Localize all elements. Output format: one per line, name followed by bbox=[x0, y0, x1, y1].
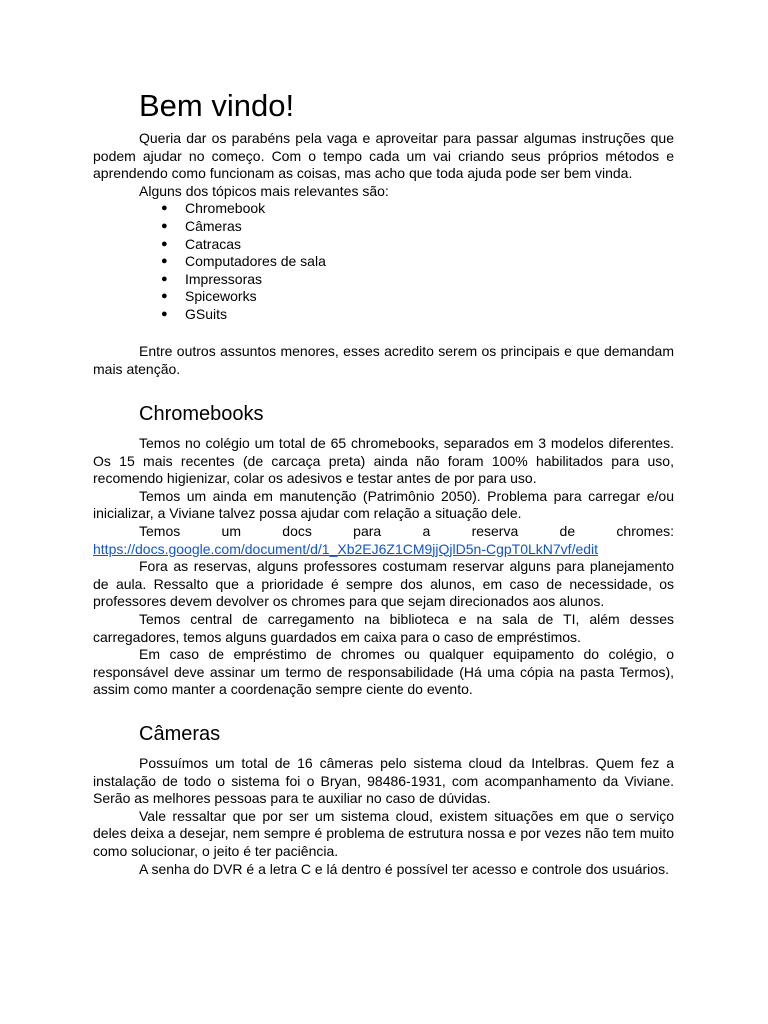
topics-intro-paragraph: Alguns dos tópicos mais relevantes são: bbox=[139, 182, 389, 199]
list-item bbox=[93, 288, 674, 306]
list-item-label: Computadores de sala bbox=[185, 253, 326, 270]
bullet-icon: ● bbox=[161, 219, 168, 232]
bullet-icon: ● bbox=[161, 272, 168, 285]
page-title: Bem vindo! bbox=[139, 88, 295, 123]
bullet-icon: ● bbox=[161, 307, 168, 320]
list-item bbox=[93, 200, 674, 218]
cameras-paragraph-1: Possuímos um total de 16 câmeras pelo sistema cloud da Intelbras. Quem fez a instalação de todo o sistema foi o Bryan, 98486-1931, com acompanhamento da Viviane. Serão as melhores pessoas para te auxiliar no caso de dúvidas. bbox=[93, 755, 674, 807]
link-line bbox=[93, 541, 674, 559]
list-item-label: Impressoras bbox=[185, 270, 263, 287]
intro-paragraph: Queria dar os parabéns pela vaga e aproveitar para passar algumas instruções que podem ajudar no começo. Com o tempo cada um vai criando seus próprios métodos e aprendendo como funcionam as coisas, mas acho que toda ajuda pode ser bem vinda. bbox=[93, 130, 674, 182]
list-item bbox=[93, 271, 674, 289]
bullet-icon: ● bbox=[161, 237, 168, 250]
cameras-section bbox=[93, 722, 674, 878]
list-item-label: Chromebook bbox=[185, 200, 266, 217]
chromebooks-paragraph-2: Temos um ainda em manutenção (Patrimônio 2050). Problema para carregar e/ou inicializar, a Viviane talvez possa ajudar com relação a situação dele. bbox=[93, 487, 674, 522]
bullet-icon: ● bbox=[161, 202, 168, 215]
list-item bbox=[93, 236, 674, 254]
topics-list bbox=[93, 200, 674, 323]
chromebooks-section bbox=[93, 402, 674, 699]
closing-paragraph: Entre outros assuntos menores, esses acredito serem os principais e que demandam mais atenção. bbox=[93, 343, 674, 377]
cameras-paragraph-3: A senha do DVR é a letra C e lá dentro é possível ter acesso e controle dos usuários. bbox=[139, 860, 669, 877]
reservation-docs-link[interactable]: https://docs.google.com/document/d/1_Xb2EJ6Z1CM9jjQjlD5n-CgpT0LkN7vf/edit bbox=[93, 540, 599, 557]
bullet-icon: ● bbox=[161, 290, 168, 303]
list-item bbox=[93, 306, 674, 324]
list-item-label: Câmeras bbox=[185, 217, 242, 234]
list-item bbox=[93, 218, 674, 236]
intro-section bbox=[93, 130, 674, 324]
chromebooks-paragraph-6: Em caso de empréstimo de chromes ou qualquer equipamento do colégio, o responsável deve assinar um termo de responsabilidade (Há uma cópia na pasta Termos), assim como manter a coordenação sempre ciente do evento. bbox=[93, 646, 674, 698]
chromebooks-paragraph-1: Temos no colégio um total de 65 chromebooks, separados em 3 modelos diferentes. Os 15 mais recentes (de carcaça preta) ainda não foram 100% habilitados para uso, recomendo higienizar, colar os adesivos e testar antes de por para uso. bbox=[93, 435, 674, 487]
section-heading-cameras: Câmeras bbox=[139, 723, 221, 745]
list-item-label: Catracas bbox=[185, 235, 242, 252]
bullet-icon: ● bbox=[161, 255, 168, 268]
cameras-paragraph-2: Vale ressaltar que por ser um sistema cloud, existem situações em que o serviço deles deixa a desejar, nem sempre é problema de estrutura nossa e por vezes não tem muito como solucionar, o jeito é ter paciência. bbox=[93, 807, 674, 859]
list-item bbox=[93, 253, 674, 271]
list-item-label: GSuits bbox=[185, 305, 228, 322]
list-item-label: Spiceworks bbox=[185, 288, 257, 305]
chromebooks-paragraph-3: Temos um docs para a reserva de chromes: bbox=[139, 522, 674, 539]
chromebooks-paragraph-5: Temos central de carregamento na biblioteca e na sala de TI, além desses carregadores, temos alguns guardados em caixa para o caso de empréstimos. bbox=[93, 610, 674, 645]
intro-closing bbox=[93, 343, 674, 378]
section-heading-chromebooks: Chromebooks bbox=[139, 403, 264, 425]
chromebooks-paragraph-4: Fora as reservas, alguns professores costumam reservar alguns para planejamento de aula. Ressalto que a prioridade é sempre dos alunos, em caso de necessidade, os professores devem devolver os chromes para que sejam direcionados aos alunos. bbox=[93, 558, 674, 610]
